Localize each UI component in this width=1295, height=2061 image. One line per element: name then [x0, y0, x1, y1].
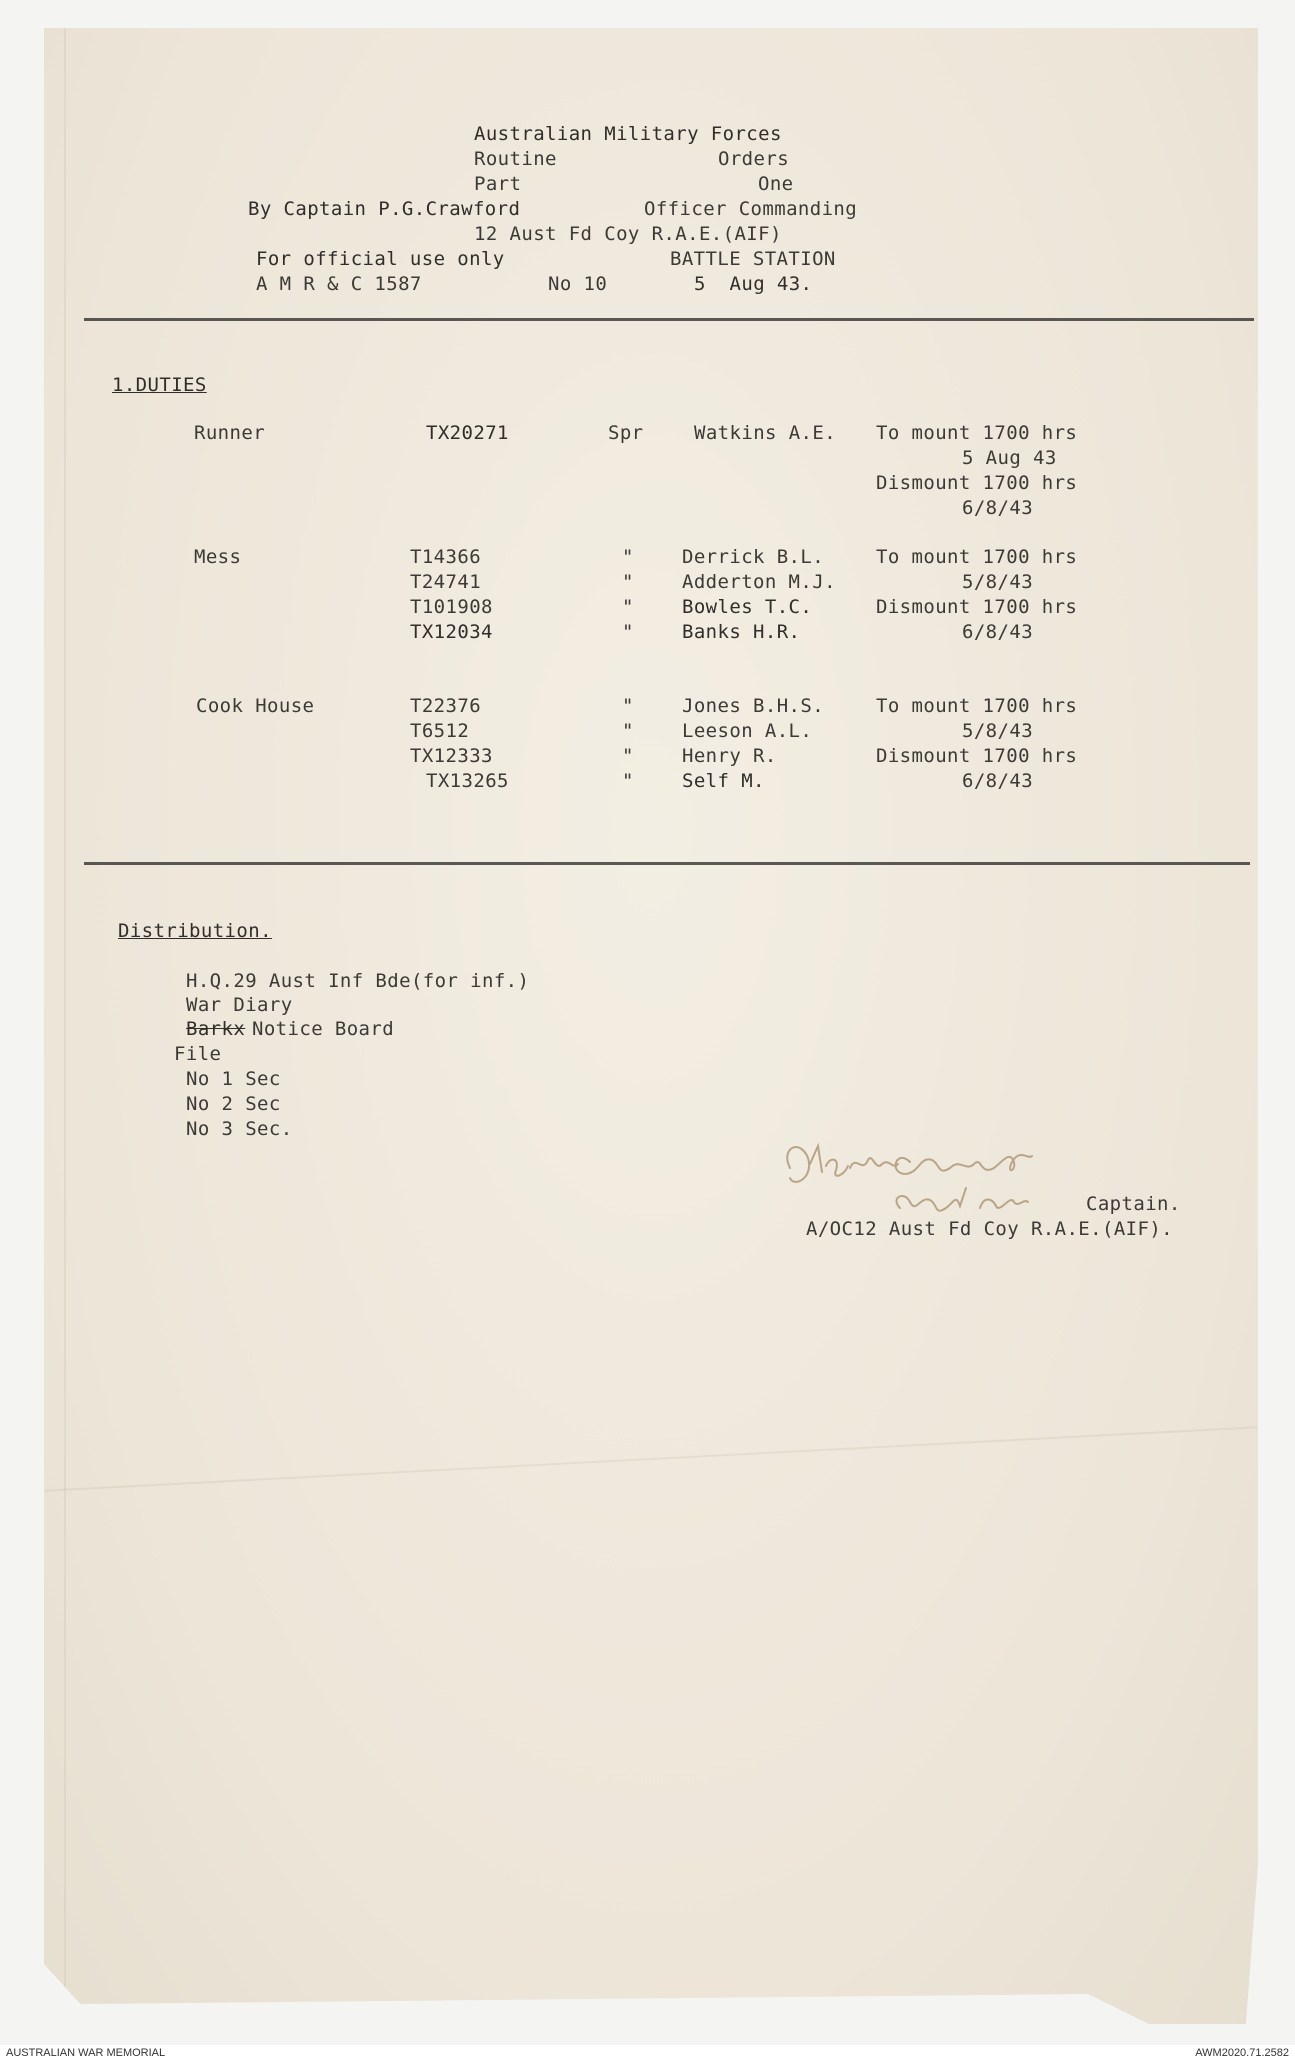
divider-rule — [84, 318, 1254, 321]
dismount-date: 6/8/43 — [962, 770, 1034, 792]
distribution-item: No 1 Sec — [186, 1068, 281, 1090]
soldier-name: Bowles T.C. — [682, 596, 813, 618]
service-number: TX20271 — [426, 422, 509, 444]
dismount-date: 6/8/43 — [962, 497, 1034, 519]
mount-date: 5 Aug 43 — [962, 447, 1057, 469]
header-title: Australian Military Forces — [474, 123, 782, 145]
service-number: T24741 — [410, 571, 482, 593]
duty-label: Mess — [194, 546, 242, 568]
dismount-time: Dismount 1700 hrs — [876, 472, 1078, 494]
dismount-time: Dismount 1700 hrs — [876, 596, 1078, 618]
soldier-name: Derrick B.L. — [682, 546, 825, 568]
mount-date: 5/8/43 — [962, 571, 1034, 593]
footer-accession-number: AWM2020.71.2582 — [1195, 2047, 1289, 2059]
signature-title: Captain. — [1086, 1193, 1181, 1215]
duty-label: Cook House — [196, 695, 315, 717]
header-one: One — [758, 173, 794, 195]
signature-unit: A/OC12 Aust Fd Coy R.A.E.(AIF). — [806, 1218, 1174, 1240]
soldier-name: Self M. — [682, 770, 765, 792]
rank: " — [622, 720, 634, 742]
rank: " — [622, 770, 634, 792]
rank: " — [622, 546, 634, 568]
soldier-name: Jones B.H.S. — [682, 695, 825, 717]
distribution-item: File — [174, 1043, 222, 1065]
header-battle-station: BATTLE STATION — [670, 248, 836, 270]
distribution-item: Notice Board — [252, 1018, 395, 1040]
rank: " — [622, 596, 634, 618]
header-routine: Routine — [474, 148, 557, 170]
distribution-item: No 3 Sec. — [186, 1118, 293, 1140]
paper-crease — [45, 1426, 1257, 1492]
rank: " — [622, 571, 634, 593]
footer-institution: AUSTRALIAN WAR MEMORIAL — [6, 2047, 166, 2059]
rank: " — [622, 695, 634, 717]
distribution-item: No 2 Sec — [186, 1093, 281, 1115]
signature-stroke — [897, 1188, 1029, 1211]
service-number: T14366 — [410, 546, 482, 568]
section-heading: 1.DUTIES — [112, 374, 207, 396]
mount-time: To mount 1700 hrs — [876, 422, 1078, 444]
signature-stroke — [787, 1146, 1032, 1182]
divider-rule — [84, 862, 1250, 865]
header-part: Part — [474, 173, 522, 195]
distribution-item: H.Q.29 Aust Inf Bde(for inf.) — [186, 970, 530, 992]
service-number: T22376 — [410, 695, 482, 717]
header-official-use: For official use only — [256, 248, 505, 270]
service-number: TX12034 — [410, 621, 493, 643]
service-number: TX13265 — [426, 770, 509, 792]
mount-time: To mount 1700 hrs — [876, 546, 1078, 568]
service-number: TX12333 — [410, 745, 493, 767]
distribution-heading: Distribution. — [118, 920, 272, 942]
rank: Spr — [608, 422, 644, 444]
header-number: No 10 — [548, 273, 608, 295]
dismount-date: 6/8/43 — [962, 621, 1034, 643]
rank: " — [622, 621, 634, 643]
header-unit: 12 Aust Fd Coy R.A.E.(AIF) — [474, 223, 782, 245]
soldier-name: Adderton M.J. — [682, 571, 836, 593]
duty-label: Runner — [194, 422, 266, 444]
header-date: 5 Aug 43. — [694, 273, 813, 295]
service-number: T6512 — [410, 720, 470, 742]
paper-crease — [64, 28, 66, 2008]
mount-date: 5/8/43 — [962, 720, 1034, 742]
dismount-time: Dismount 1700 hrs — [876, 745, 1078, 767]
header-officer-commanding: Officer Commanding — [644, 198, 858, 220]
signature-text: Charles Crawford sent for — [770, 1128, 786, 1129]
soldier-name: Watkins A.E. — [694, 422, 837, 444]
header-amrc: A M R & C 1587 — [256, 273, 422, 295]
rank: " — [622, 745, 634, 767]
mount-time: To mount 1700 hrs — [876, 695, 1078, 717]
header-orders: Orders — [718, 148, 790, 170]
soldier-name: Leeson A.L. — [682, 720, 813, 742]
soldier-name: Henry R. — [682, 745, 777, 767]
header-by-captain: By Captain P.G.Crawford — [248, 198, 521, 220]
distribution-item: War Diary — [186, 994, 293, 1016]
struck-out-text: Barkx — [186, 1018, 246, 1040]
service-number: T101908 — [410, 596, 493, 618]
soldier-name: Banks H.R. — [682, 621, 801, 643]
